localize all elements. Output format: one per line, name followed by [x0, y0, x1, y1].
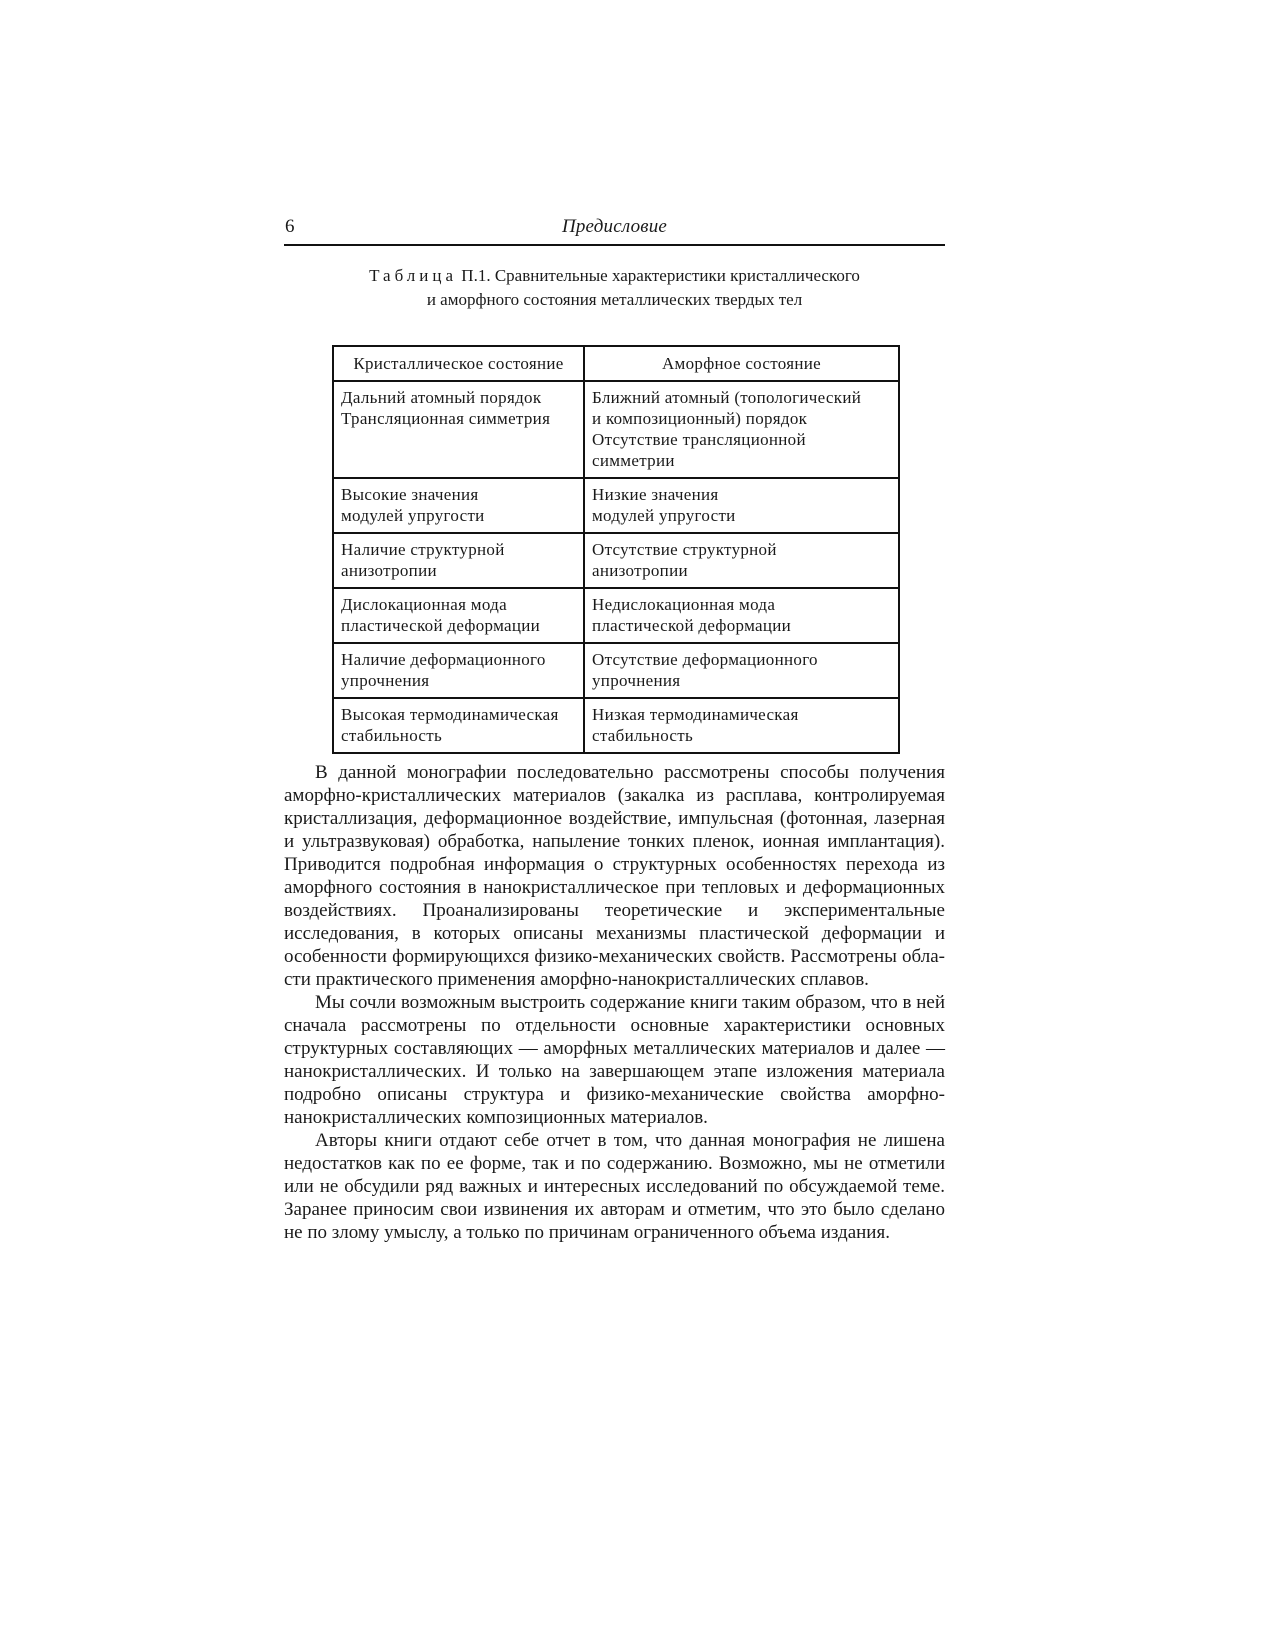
table-header-row — [333, 346, 899, 381]
body-text — [284, 761, 945, 1244]
cell-line: стабильность — [341, 726, 443, 745]
table-row — [333, 588, 899, 643]
cell-line: Дислокационная мода — [341, 595, 507, 614]
cell-line: Дальний атомный порядок — [341, 388, 542, 407]
cell-line: анизотропии — [592, 561, 688, 580]
page-header — [284, 216, 945, 246]
paragraph: В данной монографии последовательно рассмотрены способы получения аморфно-кристаллических материалов (закалка из расплава, контролируемая кристаллизация, деформационное воздействие, импульсная (фотонная, лазерная и ультразвуковая) обработка, напыление тонких пленок, ионная имплантация). Приводится подробная информация о структурных особенностях перехода из аморфного состояния в нанокристаллическое при тепловых и деформационных воздействиях. Проанализированы теоретические и экспериментальные исследования, в которых описаны механизмы пластической деформации и особенности формирующихся физико-механических свойств. Рассмотрены области практического применения аморфно-нанокристаллических сплавов. — [284, 762, 945, 990]
page-number: 6 — [285, 216, 295, 237]
cell-amorphous — [584, 381, 899, 478]
comparison-table-wrapper — [332, 345, 898, 754]
cell-line: Наличие структурной — [341, 540, 505, 559]
cell-crystal — [333, 533, 584, 588]
table-row — [333, 698, 899, 753]
cell-line: Ближний атомный (топологический — [592, 388, 862, 407]
cell-amorphous — [584, 478, 899, 533]
cell-line: Низкие значения — [592, 485, 719, 504]
cell-amorphous — [584, 588, 899, 643]
cell-crystal — [333, 478, 584, 533]
header-amorphous: Аморфное состояние — [584, 346, 899, 381]
cell-line: Отсутствие структурной — [592, 540, 777, 559]
cell-line: упрочнения — [592, 671, 681, 690]
cell-amorphous — [584, 643, 899, 698]
paragraph: Авторы книги отдают себе отчет в том, что данная монография не лишена недостатков как по ее форме, так и по содержанию. Возможно, мы не отметили или не обсудили ряд важных и интересных исследований по обсуждаемой теме. Заранее приносим свои извинения их авторам и отметим, что это было сделано не по злому умыслу, а только по причинам ограниченного объема издания. — [284, 1130, 945, 1243]
cell-crystal — [333, 643, 584, 698]
cell-line: Высокие значения — [341, 485, 479, 504]
table-caption — [284, 264, 945, 312]
cell-line: Наличие деформационного — [341, 650, 546, 669]
cell-line: пластической деформации — [592, 616, 792, 635]
table-row — [333, 381, 899, 478]
cell-line: Высокая термодинамическая — [341, 705, 559, 724]
running-title: Предисловие — [561, 216, 668, 237]
cell-crystal — [333, 588, 584, 643]
table-row — [333, 533, 899, 588]
cell-line: Недислокационная мода — [592, 595, 776, 614]
cell-line: и композиционный) порядок — [592, 409, 808, 428]
cell-line: Отсутствие деформационного — [592, 650, 818, 669]
table-caption-line1: П.1. Сравнительные характеристики кристаллического — [457, 266, 860, 285]
comparison-table — [332, 345, 900, 754]
cell-line: симметрии — [592, 451, 675, 470]
paragraph: Мы сочли возможным выстроить содержание книги таким образом, что в ней сначала рассмотрены по отдельности основные характеристики основных структурных составляющих — аморфных металлических материалов и далее — нанокристаллических. И только на завершающем этапе изложения материала подробно описаны структура и физико-механические свойства аморфно-нанокристаллических композиционных материалов. — [284, 992, 945, 1128]
cell-line: модулей упругости — [341, 506, 485, 525]
cell-crystal — [333, 698, 584, 753]
cell-line: стабильность — [592, 726, 694, 745]
cell-amorphous — [584, 533, 899, 588]
table-caption-label: Таблица — [369, 266, 458, 285]
table-row — [333, 478, 899, 533]
header-crystal: Кристаллическое состояние — [333, 346, 584, 381]
table-caption-line2: и аморфного состояния металлических твердых тел — [426, 290, 803, 309]
cell-line: упрочнения — [341, 671, 430, 690]
cell-line: Отсутствие трансляционной — [592, 430, 806, 449]
cell-line: Трансляционная симметрия — [341, 409, 551, 428]
table-row — [333, 643, 899, 698]
cell-amorphous — [584, 698, 899, 753]
cell-line: анизотропии — [341, 561, 437, 580]
cell-crystal — [333, 381, 584, 478]
cell-line: Низкая термодинамическая — [592, 705, 799, 724]
cell-line: модулей упругости — [592, 506, 736, 525]
cell-line: пластической деформации — [341, 616, 541, 635]
